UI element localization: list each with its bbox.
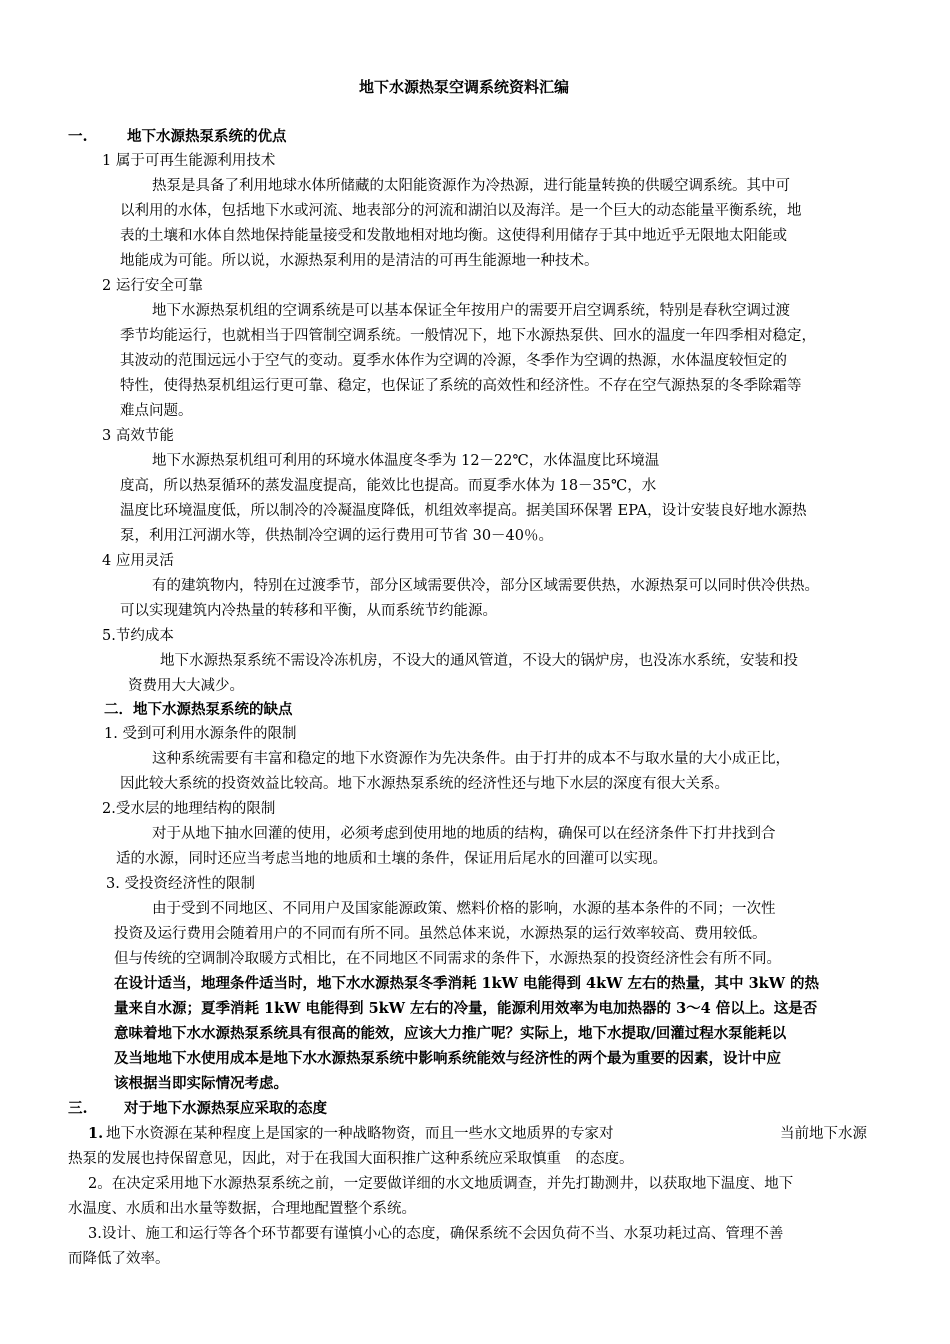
section-1-number: 一. [68,128,88,145]
s2-item3-bold-line: 及当地地下水使用成本是地下水水源热泵系统中影响系统能效与经济性的两个最为重要的因素，设计中应 [114,1050,781,1067]
s2-item3-bold-line: 量来自水源；夏季消耗 1kW 电能得到 5kW 左右的冷量，能源利用效率为电加热器的 3～4 倍以上。这是否 [114,1000,818,1017]
s1-item2-line: 特性，使得热泵机组运行更可靠、稳定，也保证了系统的高效性和经济性。不存在空气源热泵的冬季除霜等 [120,378,802,394]
s3-p3-line: 3.设计、施工和运行等各个环节都要有谨慎小心的态度，确保系统不会因负荷不当、水泵功耗过高、管理不善 [88,1226,784,1242]
document-title: 地下水源热泵空调系统资料汇编 [359,78,570,96]
s3-p1-line: 当前地下水源 [780,1126,867,1142]
s1-item3-heading: 3 高效节能 [102,428,174,444]
s2-item1-heading: 1. 受到可利用水源条件的限制 [104,726,297,742]
s1-item3-line: 地下水源热泵机组可利用的环境水体温度冬季为 12－22℃，水体温度比环境温 [152,453,660,469]
s3-p1-line: 地下水资源在某种程度上是国家的一种战略物资，而且一些水文地质界的专家对 [106,1126,614,1142]
s2-item3-heading: 3. 受投资经济性的限制 [106,876,255,892]
s1-item5-line: 资费用大大减少。 [128,678,244,694]
s2-item1-line: 因此较大系统的投资效益比较高。地下水源热泵系统的经济性还与地下水层的深度有很大关系。 [120,776,729,792]
section-3-number: 三. [68,1100,88,1117]
s1-item2-line: 难点问题。 [120,403,193,419]
s1-item2-line: 季节均能运行，也就相当于四管制空调系统。一般情况下，地下水源热泵供、回水的温度一年四季相对稳定， [120,328,816,344]
s2-item3-line: 但与传统的空调制冷取暖方式相比，在不同地区不同需求的条件下，水源热泵的投资经济性会有所不同。 [114,951,781,967]
s1-item1-line: 热泵是具备了利用地球水体所储藏的太阳能资源作为冷热源，进行能量转换的供暖空调系统。其中可 [152,178,790,194]
s2-item3-bold-line: 意味着地下水水源热泵系统具有很高的能效，应该大力推广呢？实际上，地下水提取/回灌过程水泵能耗以 [114,1025,787,1042]
s1-item3-line: 温度比环境温度低，所以制冷的冷凝温度降低，机组效率提高。据美国环保署 EPA，设计安装良好地水源热 [120,503,807,519]
section-3-heading: 对于地下水源热泵应采取的态度 [124,1100,327,1117]
s3-p3-line: 而降低了效率。 [68,1251,170,1267]
s2-item1-line: 这种系统需要有丰富和稳定的地下水资源作为先决条件。由于打井的成本不与取水量的大小成正比， [152,751,790,767]
s1-item1-line: 地能成为可能。所以说，水源热泵利用的是清洁的可再生能源地一种技术。 [120,253,599,269]
s1-item1-line: 表的土壤和水体自然地保持能量接受和发散地相对地均衡。这使得利用储存于其中地近乎无限地太阳能或 [120,228,787,244]
s3-p2-line: 水温度、水质和出水量等数据，合理地配置整个系统。 [68,1201,416,1217]
s1-item5-heading: 5.节约成本 [102,628,174,644]
s1-item1-heading: 1 属于可再生能源利用技术 [102,153,276,169]
s1-item4-line: 可以实现建筑内冷热量的转移和平衡，从而系统节约能源。 [120,603,497,619]
s3-p1-lead: 1. [88,1125,104,1142]
s1-item2-line: 其波动的范围远远小于空气的变动。夏季水体作为空调的冷源，冬季作为空调的热源，水体温度较恒定的 [120,353,787,369]
s2-item3-bold-line: 在设计适当，地理条件适当时，地下水水源热泵冬季消耗 1kW 电能得到 4kW 左右的热量，其中 3kW 的热 [114,975,820,992]
s2-item3-line: 由于受到不同地区、不同用户及国家能源政策、燃料价格的影响，水源的基本条件的不同；一次性 [152,901,776,917]
s1-item5-line: 地下水源热泵系统不需设冷冻机房，不设大的通风管道，不设大的锅炉房，也没冻水系统，安装和投 [160,653,798,669]
s2-item2-line: 对于从地下抽水回灌的使用，必须考虑到使用地的地质的结构，确保可以在经济条件下打井找到合 [152,826,776,842]
section-2-heading: 二．地下水源热泵系统的缺点 [104,701,293,718]
s2-item3-bold-line: 该根据当即实际情况考虑。 [114,1075,288,1092]
s1-item3-line: 度高，所以热泵循环的蒸发温度提高，能效比也提高。而夏季水体为 18－35℃，水 [120,478,657,494]
s3-p1-line: 热泵的发展也持保留意见，因此，对于在我国大面积推广这种系统应采取慎重 的态度。 [68,1151,634,1167]
s1-item2-line: 地下水源热泵机组的空调系统是可以基本保证全年按用户的需要开启空调系统，特别是春秋空调过渡 [152,303,790,319]
s1-item3-line: 泵，利用江河湖水等，供热制冷空调的运行费用可节省 30－40％。 [120,528,554,544]
s2-item2-line: 适的水源，同时还应当考虑当地的地质和土壤的条件，保证用后尾水的回灌可以实现。 [116,851,667,867]
s2-item3-line: 投资及运行费用会随着用户的不同而有所不同。虽然总体来说，水源热泵的运行效率较高、费用较低。 [114,926,767,942]
s3-p2-line: 2。在决定采用地下水源热泵系统之前，一定要做详细的水文地质调查，并先打勘测井，以获取地下温度、地下 [88,1176,794,1192]
s1-item1-line: 以利用的水体，包括地下水或河流、地表部分的河流和湖泊以及海洋。是一个巨大的动态能量平衡系统，地 [120,203,802,219]
s1-item4-line: 有的建筑物内，特别在过渡季节，部分区域需要供冷，部分区域需要供热，水源热泵可以同时供冷供热。 [152,578,819,594]
section-1-heading: 地下水源热泵系统的优点 [127,128,287,145]
s2-item2-heading: 2.受水层的地理结构的限制 [102,801,276,817]
s1-item4-heading: 4 应用灵活 [102,553,174,569]
s1-item2-heading: 2 运行安全可靠 [102,278,203,294]
